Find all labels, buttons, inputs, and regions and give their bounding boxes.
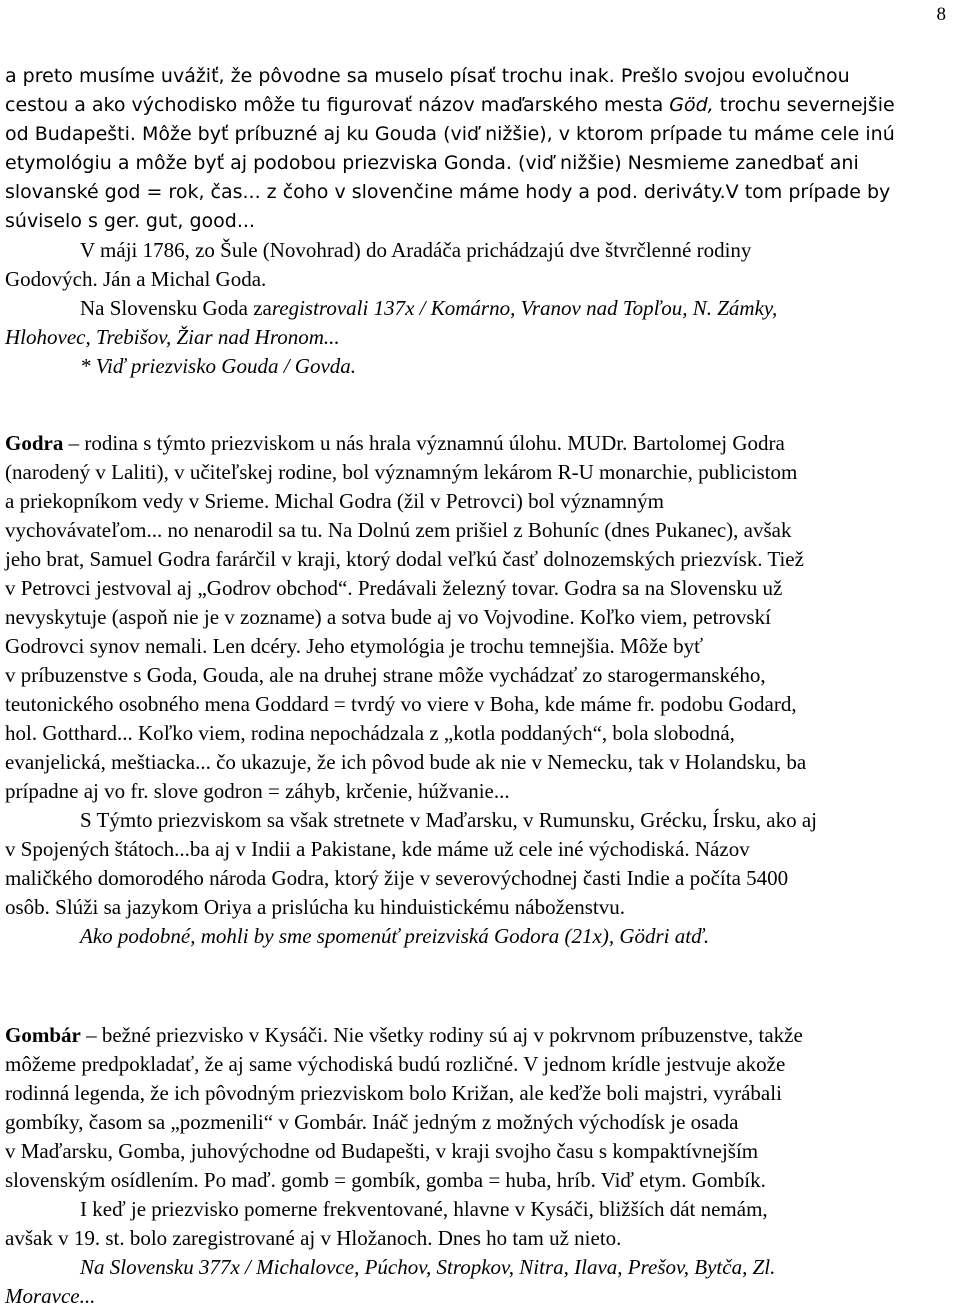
text-span: jeho brat, Samuel Godra farárčil v kraji, ktorý dodal veľkú časť dolnozemských priezvísk. Tiež xyxy=(5,547,804,571)
text-line xyxy=(5,1166,957,1195)
text-span: od Budapešti. Môže byť príbuzné aj ku Gouda (viď nižšie), v ktorom prípade tu máme cele inú xyxy=(5,123,895,145)
text-span: Na Slovensku Goda za xyxy=(80,296,272,320)
text-line xyxy=(5,1108,957,1137)
text-span: môžeme predpokladať, že aj same východiská budú rozličné. V jednom krídle jestvuje akože xyxy=(5,1052,786,1076)
text-span: v Maďarsku, Gomba, juhovýchodne od Budapešti, v kraji svojho času s kompaktívnejším xyxy=(5,1139,759,1163)
text-span: Göd, xyxy=(669,94,714,116)
document-body xyxy=(5,62,957,1311)
text-line xyxy=(5,1021,957,1050)
spacer xyxy=(5,381,957,429)
text-span: Hlohovec, Trebišov, Žiar nad Hronom... xyxy=(5,325,340,349)
text-line xyxy=(5,748,957,777)
text-line xyxy=(5,1079,957,1108)
text-line xyxy=(5,1137,957,1166)
text-line xyxy=(5,1195,957,1224)
text-line xyxy=(5,1282,957,1311)
text-line xyxy=(5,574,957,603)
text-span: I keď je priezvisko pomerne frekventované, hlavne v Kysáči, bližších dát nemám, xyxy=(80,1197,768,1221)
text-span: V máji 1786, zo Šule (Novohrad) do Aradáča prichádzajú dve štvrčlenné rodiny xyxy=(80,238,752,262)
text-span: vychovávateľom... no nenarodil sa tu. Na Dolnú zem prišiel z Bohuníc (dnes Pukanec), avšak xyxy=(5,518,792,542)
text-line xyxy=(5,352,957,381)
text-line xyxy=(5,516,957,545)
entry-heading: Godra xyxy=(5,431,64,455)
text-span: rodinná legenda, že ich pôvodným priezviskom bolo Križan, ale keďže boli majstri, vyrábali xyxy=(5,1081,782,1105)
text-span: a preto musíme uvážiť, že pôvodne sa muselo písať trochu inak. Prešlo svojou evolučnou xyxy=(5,65,850,87)
text-span: a priekopníkom vedy v Srieme. Michal Godra (žil v Petrovci) bol významným xyxy=(5,489,665,513)
text-span: – rodina s týmto priezviskom u nás hrala významnú úlohu. MUDr. Bartolomej Godra xyxy=(63,431,785,455)
text-span: prípadne aj vo fr. slove godron = záhyb, krčenie, húžvanie... xyxy=(5,779,510,803)
text-span: osôb. Slúži sa jazykom Oriya a prislúcha ku hinduistickému náboženstvu. xyxy=(5,895,625,919)
spacer xyxy=(5,951,957,1021)
text-line xyxy=(5,323,957,352)
text-line xyxy=(5,294,957,323)
text-span: Na Slovensku 377x / Michalovce, Púchov, Stropkov, Nitra, Ilava, Prešov, Bytča, Zl. xyxy=(80,1255,776,1279)
text-span: – bežné priezvisko v Kysáči. Nie všetky rodiny sú aj v pokrvnom príbuzenstve, takže xyxy=(80,1023,803,1047)
text-line xyxy=(5,178,957,207)
text-span: avšak v 19. st. bolo zaregistrované aj v Hložanoch. Dnes ho tam už nieto. xyxy=(5,1226,622,1250)
text-line xyxy=(5,893,957,922)
text-span: S Týmto priezviskom sa však stretnete v Maďarsku, v Rumunsku, Grécku, Írsku, ako aj xyxy=(80,808,817,832)
text-line xyxy=(5,429,957,458)
entry-heading: Gombár xyxy=(5,1023,81,1047)
text-span: gombíky, časom sa „pozmenili“ v Gombár. Ináč jedným z možných východísk je osada xyxy=(5,1110,739,1134)
text-span: súviselo s ger. gut, good... xyxy=(5,210,255,232)
text-span: * Viď priezvisko Gouda / Govda. xyxy=(80,354,357,378)
text-line xyxy=(5,545,957,574)
text-span: Godrovci synov nemali. Len dcéry. Jeho etymológia je trochu temnejšia. Môže byť xyxy=(5,634,704,658)
text-line xyxy=(5,458,957,487)
text-span: (narodený v Laliti), v učiteľskej rodine, bol významným lekárom R-U monarchie, publicistom xyxy=(5,460,798,484)
text-line xyxy=(5,922,957,951)
text-line xyxy=(5,62,957,91)
text-span: slovanské god = rok, čas... z čoho v slovenčine máme hody a pod. deriváty.V tom prípade by xyxy=(5,181,891,203)
text-span: evanjelická, meštiacka... čo ukazuje, že ich pôvod bude ak nie v Nemecku, tak v Holandsku, ba xyxy=(5,750,807,774)
text-line xyxy=(5,236,957,265)
text-span: slovenským osídlením. Po maď. gomb = gombík, gomba = huba, hríb. Viď etym. Gombík. xyxy=(5,1168,766,1192)
text-line xyxy=(5,719,957,748)
text-line xyxy=(5,661,957,690)
text-span: trochu severnejšie xyxy=(713,94,895,116)
text-line xyxy=(5,1224,957,1253)
text-line xyxy=(5,690,957,719)
paragraph-goda xyxy=(5,62,957,381)
text-span: Godových. Ján a Michal Goda. xyxy=(5,267,267,291)
text-span: Ako podobné, mohli by sme spomenúť preizviská Godora (21x), Gödri atď. xyxy=(80,924,710,948)
text-span: v príbuzenstve s Goda, Gouda, ale na druhej strane môže vychádzať zo starogermanského, xyxy=(5,663,766,687)
text-line xyxy=(5,777,957,806)
text-line xyxy=(5,149,957,178)
paragraph-gombar xyxy=(5,1021,957,1311)
text-span: etymológiu a môže byť aj podobou priezviska Gonda. (viď nižšie) Nesmieme zanedbať ani xyxy=(5,152,859,174)
text-span: v Spojených štátoch...ba aj v Indii a Pakistane, kde máme už cele iné východiská. Názov xyxy=(5,837,750,861)
text-span: cestou a ako východisko môže tu figurovať názov maďarského mesta xyxy=(5,94,670,116)
page-number: 8 xyxy=(936,4,946,25)
text-span: hol. Gotthard... Koľko viem, rodina nepochádzala z „kotla poddaných“, bola slobodná, xyxy=(5,721,735,745)
text-span: Moravce... xyxy=(5,1284,96,1308)
text-line xyxy=(5,603,957,632)
text-line xyxy=(5,835,957,864)
text-line xyxy=(5,632,957,661)
text-line xyxy=(5,91,957,120)
paragraph-godra xyxy=(5,429,957,951)
text-span: nevyskytuje (aspoň nie je v zozname) a sotva bude aj vo Vojvodine. Koľko viem, petrovskí xyxy=(5,605,771,629)
text-line xyxy=(5,1050,957,1079)
text-span: teutonického osobného mena Goddard = tvrdý vo viere v Boha, kde máme fr. podobu Godard, xyxy=(5,692,797,716)
text-line xyxy=(5,806,957,835)
text-line xyxy=(5,487,957,516)
text-line xyxy=(5,1253,957,1282)
text-line xyxy=(5,864,957,893)
text-line xyxy=(5,120,957,149)
text-span: v Petrovci jestvoval aj „Godrov obchod“. Predávali železný tovar. Godra sa na Slovensku už xyxy=(5,576,783,600)
text-line xyxy=(5,265,957,294)
text-line xyxy=(5,207,957,236)
text-span: registrovali 137x / Komárno, Vranov nad Topľou, N. Zámky, xyxy=(271,296,778,320)
text-span: maličkého domorodého národa Godra, ktorý žije v severovýchodnej časti Indie a počíta 5400 xyxy=(5,866,789,890)
